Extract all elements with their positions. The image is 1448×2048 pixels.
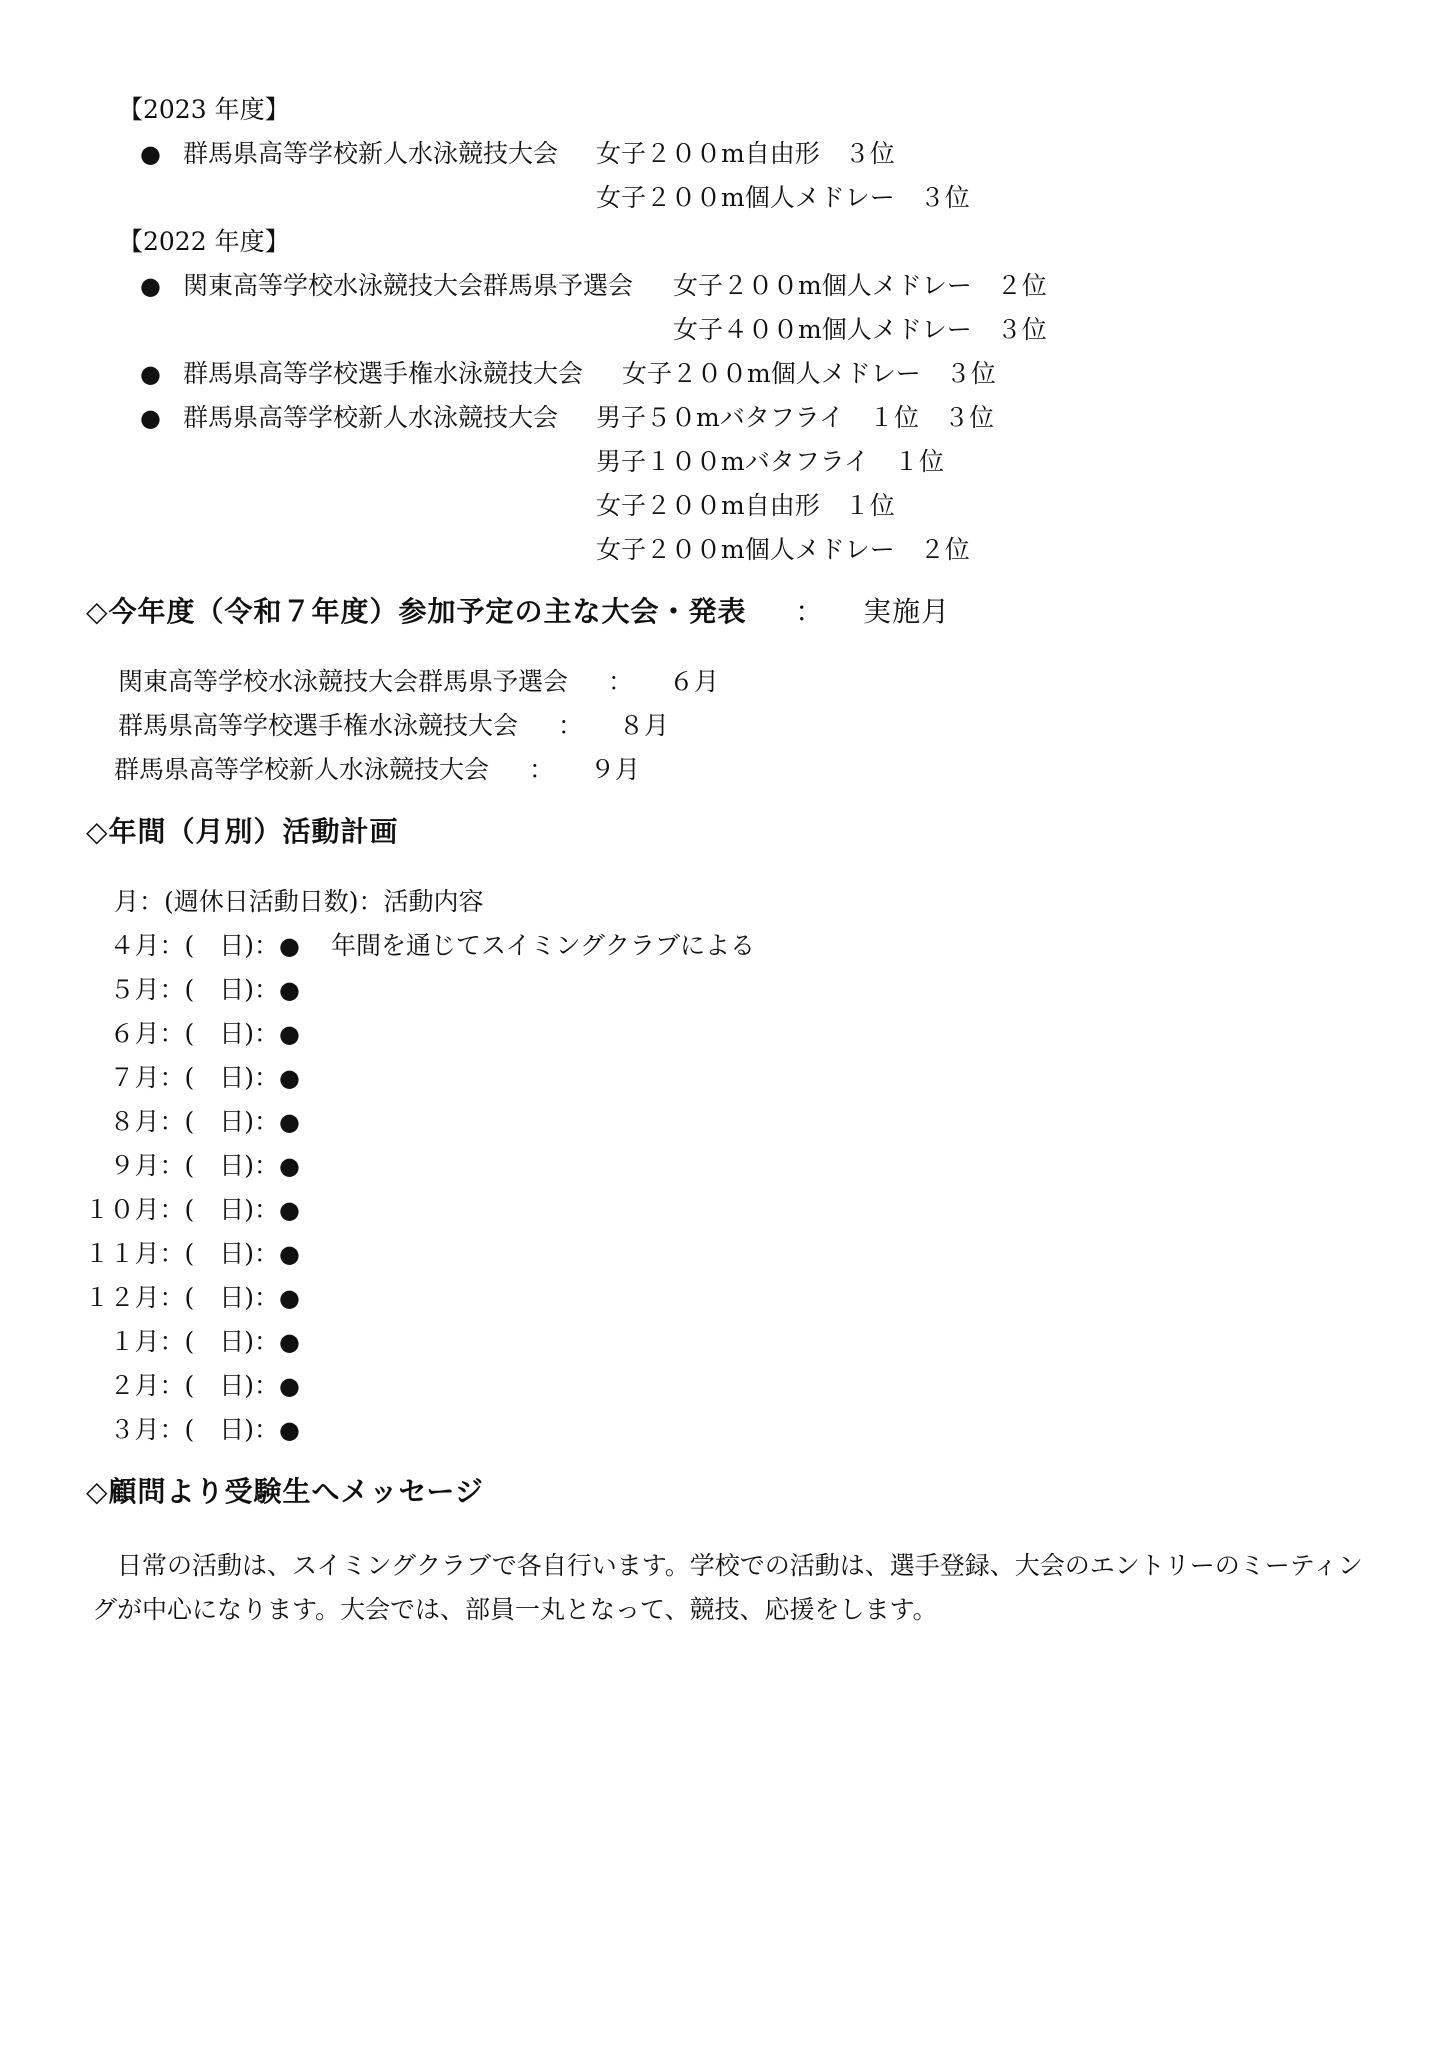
annual-month: ９月 (109, 1151, 160, 1180)
plan-heading-sep: ： (795, 595, 825, 628)
annual-days: ：( 日)： (159, 1151, 280, 1180)
meet-name: 群馬県高等学校新人水泳競技大会 (183, 139, 559, 168)
year-label-2023: 【2023 年度】 (118, 95, 290, 124)
result-line: 女子２００m自由形 １位 (596, 491, 895, 520)
section-heading-plan (86, 594, 950, 630)
annual-row (110, 1368, 300, 1404)
result-line: 男子１００mバタフライ １位 (596, 447, 944, 476)
bullet-icon: ● (279, 1020, 300, 1048)
annual-month: ２月 (109, 1371, 160, 1400)
annual-row (110, 1412, 300, 1448)
annual-row (110, 1104, 300, 1140)
annual-days: ：( 日)： (159, 1371, 280, 1400)
year-label-2022: 【2022 年度】 (118, 227, 290, 256)
result-line: 女子４００m個人メドレー ３位 (673, 315, 1047, 344)
bullet-icon: ● (279, 976, 300, 1004)
annual-row (110, 972, 300, 1008)
annual-month: １２月 (84, 1283, 160, 1312)
plan-item-month: ９月 (589, 755, 640, 784)
result-line: 女子２００m自由形 ３位 (596, 139, 895, 168)
bullet-icon: ● (279, 1064, 300, 1092)
annual-month: ８月 (109, 1107, 160, 1136)
annual-days: ：( 日)： (159, 1327, 280, 1356)
annual-month: ５月 (109, 975, 160, 1004)
bullet-icon: ● (279, 1196, 300, 1224)
annual-days: ：( 日)： (159, 1019, 280, 1048)
annual-days: ：( 日)： (159, 1415, 280, 1444)
meet-name: 関東高等学校水泳競技大会群馬県予選会 (183, 271, 634, 300)
annual-content: 年間を通じてスイミングクラブによる (306, 931, 756, 960)
message-text: 日常の活動は、スイミングクラブで各自行います。学校での活動は、選手登録、大会のエントリーのミーティングが中心になります。大会では、部員一丸となって、競技、応援をします。 (92, 1551, 1363, 1624)
annual-days: ：( 日)： (159, 1107, 280, 1136)
annual-row (110, 928, 300, 964)
bullet-icon: ● (279, 1152, 300, 1180)
annual-month: １１月 (84, 1239, 160, 1268)
result-line: 女子２００m個人メドレー ２位 (596, 535, 970, 564)
annual-row (110, 1060, 300, 1096)
annual-days: ：( 日)： (159, 1283, 280, 1312)
annual-row (85, 1192, 300, 1228)
bullet-icon: ● (140, 272, 161, 300)
bullet-icon: ● (279, 1328, 300, 1356)
annual-month: ４月 (109, 931, 160, 960)
bullet-icon: ● (140, 360, 161, 388)
plan-item-name: 群馬県高等学校新人水泳競技大会 (114, 755, 490, 784)
annual-month: ３月 (109, 1415, 160, 1444)
section-heading-annual: ◇年間（月別）活動計画 (86, 815, 399, 848)
annual-row (110, 1016, 300, 1052)
annual-days: ：( 日)： (159, 1063, 280, 1092)
annual-month: １月 (109, 1327, 160, 1356)
annual-days: ：( 日)： (159, 975, 280, 1004)
meet-name: 群馬県高等学校新人水泳競技大会 (183, 403, 559, 432)
annual-row (110, 1324, 300, 1360)
result-line: 男子５０mバタフライ １位 ３位 (596, 403, 994, 432)
annual-days: ：( 日)： (159, 931, 280, 960)
plan-item-sep: ： (607, 667, 633, 696)
annual-row (110, 1148, 300, 1184)
bullet-icon: ● (140, 140, 161, 168)
plan-item-sep: ： (528, 755, 554, 784)
section-heading-message: ◇顧問より受験生へメッセージ (86, 1475, 484, 1508)
bullet-icon: ● (279, 1284, 300, 1312)
bullet-icon: ● (279, 1108, 300, 1136)
plan-heading-text: ◇今年度（令和７年度）参加予定の主な大会・発表 (86, 595, 747, 628)
bullet-icon: ● (279, 932, 300, 960)
plan-item-sep: ： (557, 711, 583, 740)
annual-row (85, 1280, 300, 1316)
plan-item-name: 群馬県高等学校選手権水泳競技大会 (118, 711, 519, 740)
bullet-icon: ● (140, 404, 161, 432)
plan-item (118, 708, 669, 744)
bullet-icon: ● (279, 1240, 300, 1268)
plan-heading-col: 実施月 (863, 595, 951, 628)
bullet-icon: ● (279, 1416, 300, 1444)
meet-name: 群馬県高等学校選手権水泳競技大会 (183, 359, 584, 388)
plan-item-month: ８月 (618, 711, 669, 740)
annual-month: １０月 (84, 1195, 160, 1224)
plan-item-name: 関東高等学校水泳競技大会群馬県予選会 (118, 667, 569, 696)
annual-month: ６月 (109, 1019, 160, 1048)
annual-month: ７月 (109, 1063, 160, 1092)
result-line: 女子２００m個人メドレー ２位 (673, 271, 1047, 300)
annual-row (85, 1236, 300, 1272)
annual-header: 月：(週休日活動日数)：活動内容 (114, 887, 484, 916)
plan-item-month: ６月 (668, 667, 719, 696)
annual-days: ：( 日)： (159, 1195, 280, 1224)
bullet-icon: ● (279, 1372, 300, 1400)
annual-days: ：( 日)： (159, 1239, 280, 1268)
result-line: 女子２００m個人メドレー ３位 (596, 183, 970, 212)
plan-item (118, 664, 719, 700)
result-line: 女子２００m個人メドレー ３位 (622, 359, 996, 388)
plan-item (114, 752, 640, 788)
